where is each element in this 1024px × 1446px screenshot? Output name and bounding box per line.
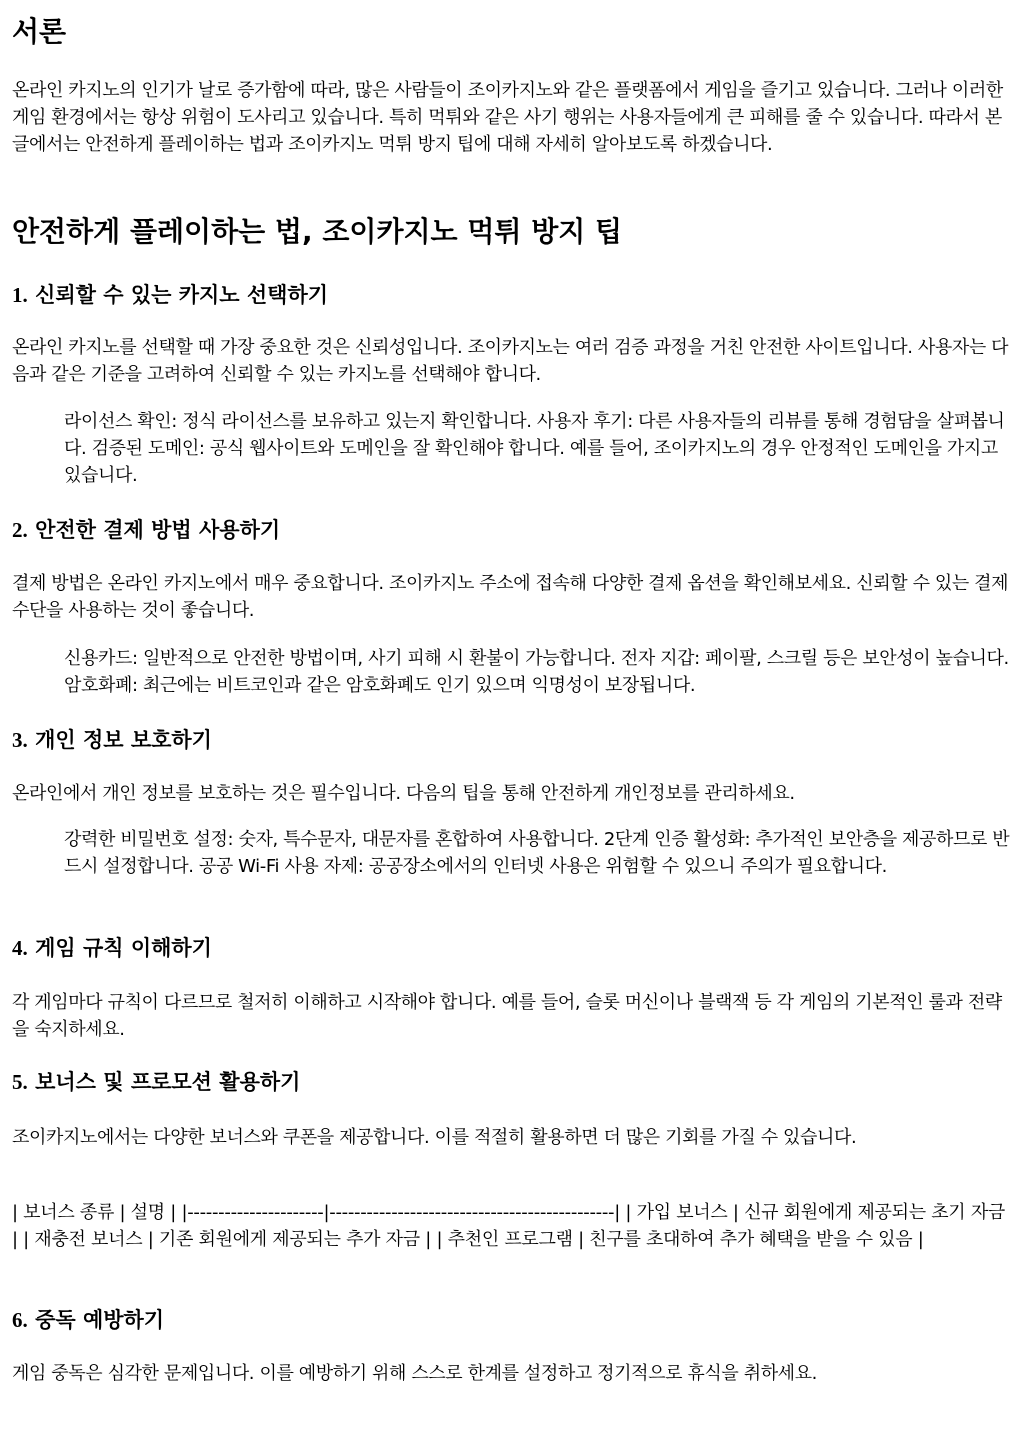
section-2-quote: 신용카드: 일반적으로 안전한 방법이며, 사기 피해 시 환불이 가능합니다. 전자 지갑: 페이팔, 스크릴 등은 보안성이 높습니다. 암호화폐: 최근에는 비트코인과 같은 암호화폐도 인기 있으며 익명성이 보장됩니다.	[64, 648, 1009, 696]
section-2-paragraph: 결제 방법은 온라인 카지노에서 매우 중요합니다. 조이카지노 주소에 접속해 다양한 결제 옵션을 확인해보세요. 신뢰할 수 있는 결제 수단을 사용하는 것이 좋습니다.	[12, 573, 1009, 621]
section-1-heading	[12, 281, 1012, 309]
section-4-paragraph: 각 게임마다 규칙이 다르므로 철저히 이해하고 시작해야 합니다. 예를 들어, 슬롯 머신이나 블랙잭 등 각 게임의 기본적인 룰과 전략을 숙지하세요.	[12, 992, 1002, 1040]
section-4-heading	[12, 934, 1012, 962]
section-3-paragraph: 온라인에서 개인 정보를 보호하는 것은 필수입니다. 다음의 팁을 통해 안전하게 개인정보를 관리하세요.	[12, 783, 795, 804]
section-2-title: 안전한 결제 방법 사용하기	[35, 518, 281, 542]
section-3-quote: 강력한 비밀번호 설정: 숫자, 특수문자, 대문자를 혼합하여 사용합니다. 2단계 인증 활성화: 추가적인 보안층을 제공하므로 반드시 설정합니다. 공공 Wi-Fi 사용 자제: 공공장소에서의 인터넷 사용은 위험할 수 있으니 주의가 필요합니다.	[64, 829, 1010, 877]
section-6-paragraph: 게임 중독은 심각한 문제입니다. 이를 예방하기 위해 스스로 한계를 설정하고 정기적으로 휴식을 취하세요.	[12, 1363, 817, 1384]
section-5-number: 5.	[12, 1070, 28, 1094]
section-1-paragraph: 온라인 카지노를 선택할 때 가장 중요한 것은 신뢰성입니다. 조이카지노는 여러 검증 과정을 거친 안전한 사이트입니다. 사용자는 다음과 같은 기준을 고려하여 신뢰할 수 있는 카지노를 선택해야 합니다.	[12, 337, 1009, 385]
section-4-title: 게임 규칙 이해하기	[35, 936, 212, 960]
section-1-title: 신뢰할 수 있는 카지노 선택하기	[35, 283, 329, 307]
main-heading: 안전하게 플레이하는 법, 조이카지노 먹튀 방지 팁	[12, 215, 623, 248]
intro-heading: 서론	[12, 15, 67, 48]
section-3-heading	[12, 726, 1012, 754]
intro-paragraph: 온라인 카지노의 인기가 날로 증가함에 따라, 많은 사람들이 조이카지노와 같은 플랫폼에서 게임을 즐기고 있습니다. 그러나 이러한 게임 환경에서는 항상 위험이 도사리고 있습니다. 특히 먹튀와 같은 사기 행위는 사용자들에게 큰 피해를 줄 수 있습니다. 따라서 본 글에서는 안전하게 플레이하는 법과 조이카지노 먹튀 방지 팁에 대해 자세히 알아보도록 하겠습니다.	[12, 80, 1003, 155]
section-1-number: 1.	[12, 283, 28, 307]
section-5-paragraph: 조이카지노에서는 다양한 보너스와 쿠폰을 제공합니다. 이를 적절히 활용하면 더 많은 기회를 가질 수 있습니다.	[12, 1127, 857, 1148]
section-5-heading	[12, 1068, 1012, 1096]
section-3-number: 3.	[12, 728, 28, 752]
section-4-number: 4.	[12, 936, 28, 960]
section-5-title: 보너스 및 프로모션 활용하기	[35, 1070, 301, 1094]
bonus-table-text: | 보너스 종류 | 설명 | |----------------------|----------------------------------------------| | 가입 보너스 | 신규 회원에게 제공되는 초기 자금 | | 재충전 보너스 | 기존 회원에게 제공되는 추가 자금 | | 추천인 프로그램 | 친구를 초대하여 추가 혜택을 받을 수 있음 |	[12, 1202, 1005, 1250]
section-2-heading	[12, 516, 1012, 544]
section-6-number: 6.	[12, 1308, 28, 1332]
section-6-heading	[12, 1306, 1012, 1334]
section-2-number: 2.	[12, 518, 28, 542]
section-6-title: 중독 예방하기	[35, 1308, 165, 1332]
section-3-title: 개인 정보 보호하기	[35, 728, 212, 752]
section-1-quote: 라이선스 확인: 정식 라이선스를 보유하고 있는지 확인합니다. 사용자 후기: 다른 사용자들의 리뷰를 통해 경험담을 살펴봅니다. 검증된 도메인: 공식 웹사이트와 도메인을 잘 확인해야 합니다. 예를 들어, 조이카지노의 경우 안정적인 도메인을 가지고 있습니다.	[64, 411, 1005, 486]
